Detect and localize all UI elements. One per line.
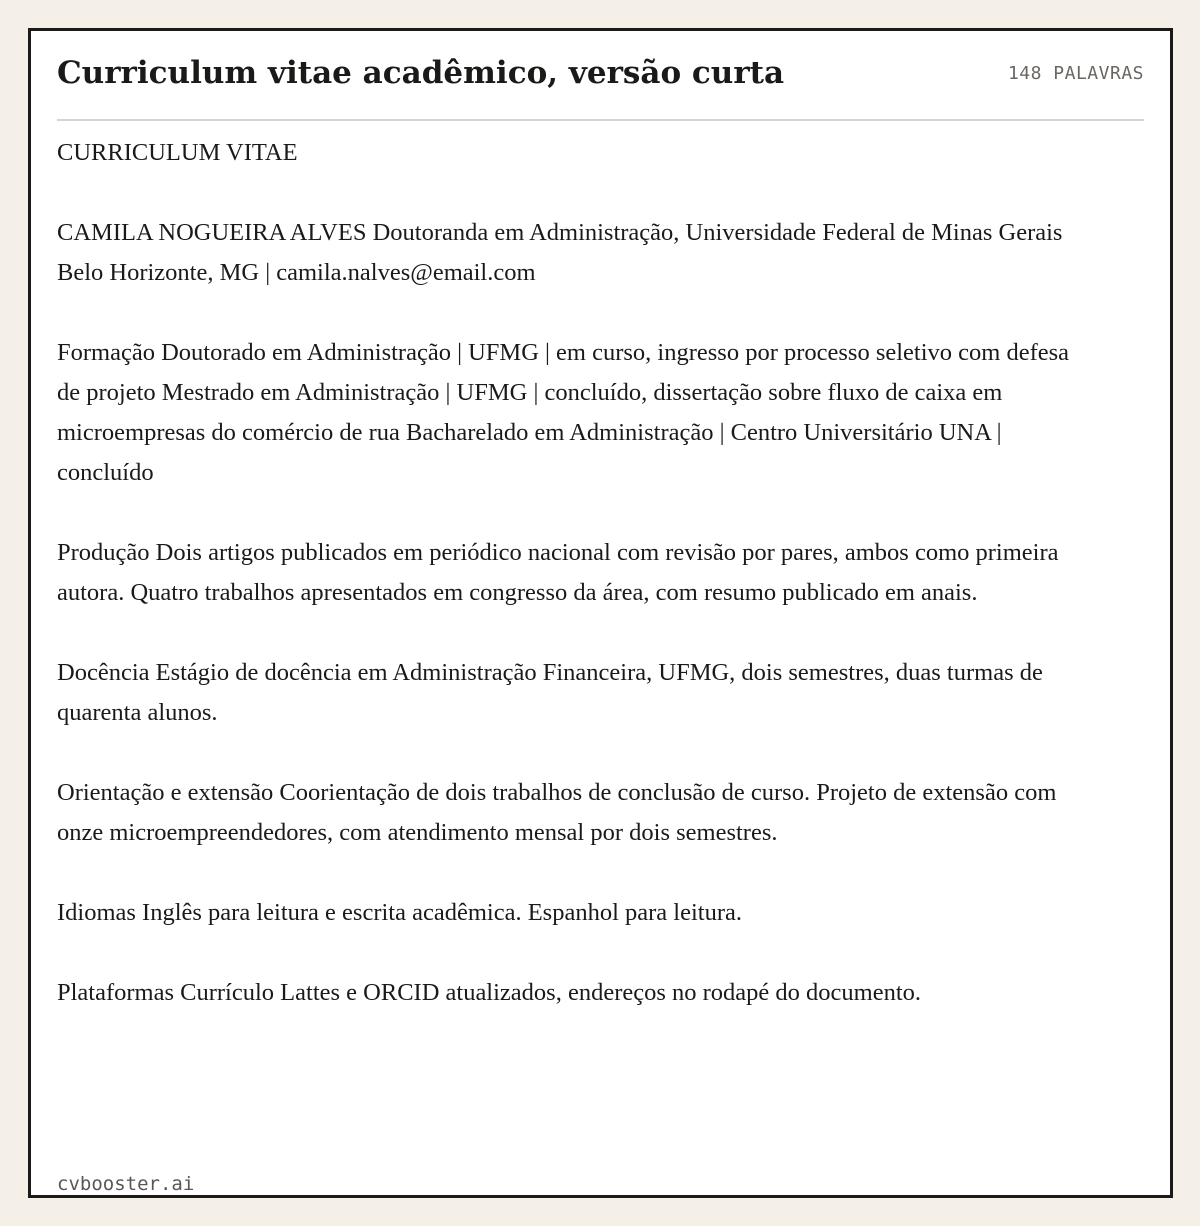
cv-section-docencia: Docência Estágio de docência em Administração Financeira, UFMG, dois semestres, duas turmas de quarenta alunos. [57, 659, 1043, 726]
document-card [28, 28, 1173, 1198]
cv-body [57, 133, 1097, 1013]
cv-heading: CURRICULUM VITAE [57, 139, 298, 166]
document-title: Curriculum vitae acadêmico, versão curta [57, 55, 785, 91]
cv-section-plataformas: Plataformas Currículo Lattes e ORCID atualizados, endereços no rodapé do documento. [57, 979, 922, 1006]
cv-section-idiomas: Idiomas Inglês para leitura e escrita acadêmica. Espanhol para leitura. [57, 899, 742, 926]
footer-brand: cvbooster.ai [57, 1173, 195, 1195]
document-header [57, 31, 1144, 121]
cv-section-producao: Produção Dois artigos publicados em periódico nacional com revisão por pares, ambos como primeira autora. Quatro trabalhos apresentados em congresso da área, com resumo publicado em anais. [57, 539, 1059, 606]
cv-section-identification: CAMILA NOGUEIRA ALVES Doutoranda em Administração, Universidade Federal de Minas Gerais Belo Horizonte, MG | camila.nalves@email.com [57, 219, 1063, 286]
word-count-label: 148 PALAVRAS [1007, 63, 1144, 84]
cv-section-formacao: Formação Doutorado em Administração | UFMG | em curso, ingresso por processo seletivo com defesa de projeto Mestrado em Administração | UFMG | concluído, dissertação sobre fluxo de caixa em microempresas do comércio de rua Bacharelado em Administração | Centro Universitário UNA | concluído [57, 339, 1070, 486]
cv-section-orientacao-extensao: Orientação e extensão Coorientação de dois trabalhos de conclusão de curso. Projeto de extensão com onze microempreendedores, com atendimento mensal por dois semestres. [57, 779, 1057, 846]
